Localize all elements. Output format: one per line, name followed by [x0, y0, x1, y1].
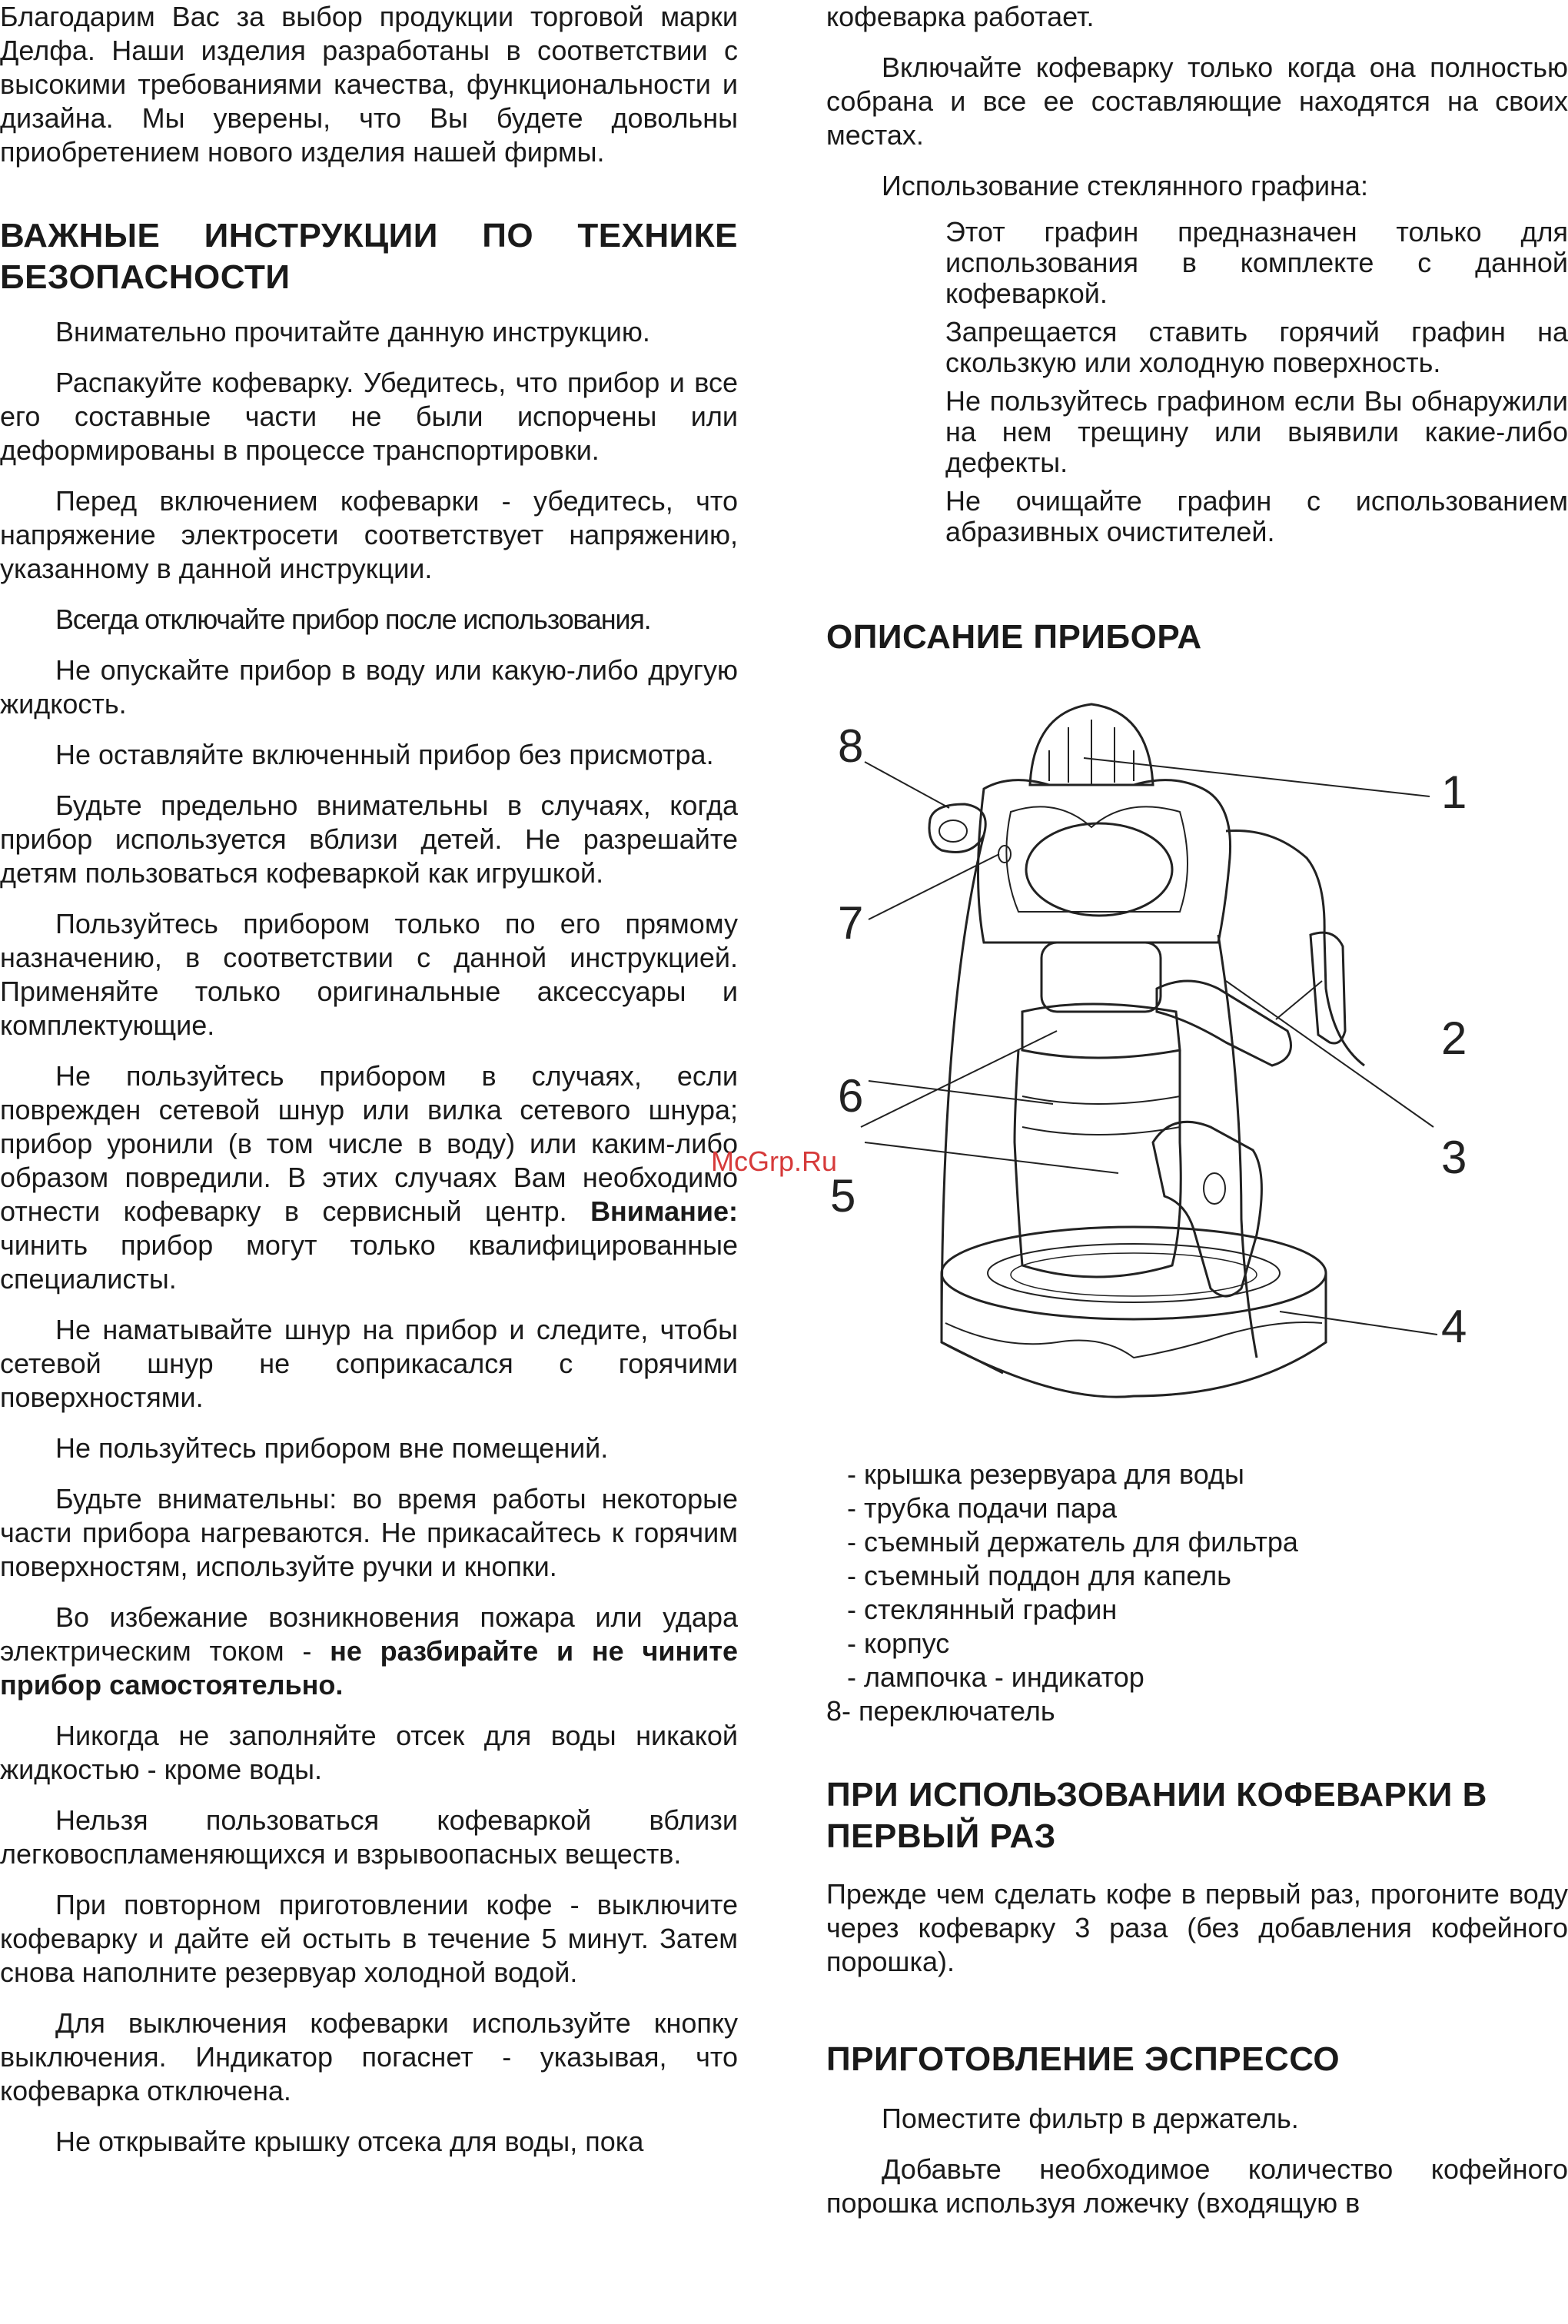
upper-body	[978, 780, 1231, 943]
carafe-rings	[1022, 1096, 1180, 1135]
lid-ribs	[1049, 720, 1134, 784]
safety-p9-warning: Внимание:	[590, 1195, 738, 1227]
callout-3: 3	[1441, 1132, 1467, 1183]
description-heading: ОПИСАНИЕ ПРИБОРА	[826, 618, 1202, 656]
first-use-heading: ПРИ ИСПОЛЬЗОВАНИИ КОФЕВАРКИ В ПЕРВЫЙ РАЗ	[826, 1776, 1487, 1855]
right-column	[826, 0, 1568, 2220]
parts-list-item: - стеклянный графин	[847, 1594, 1118, 1625]
safety-p13-text: Во избежание возникновения пожара или удара электрическим током -	[0, 1601, 738, 1667]
callout-8: 8	[838, 720, 864, 772]
safety-p17: Для выключения кофеварки используйте кнопку выключения. Индикатор погаснет - указывая, что кофеварка отключена.	[0, 2007, 738, 2106]
callout-4: 4	[1441, 1301, 1467, 1352]
coffee-maker-diagram	[826, 681, 1518, 1458]
indicator-lamp	[998, 846, 1011, 863]
safety-p12: Будьте внимательны: во время работы некоторые части прибора нагреваются. Не прикасайтесь к горячим поверхностям, используйте ручки и кнопки.	[0, 1483, 738, 1582]
left-column	[0, 0, 738, 2159]
safety-p16: При повторном приготовлении кофе - выключите кофеварку и дайте ей остыть в течение 5 минут. Затем снова наполните резервуар холодной водой.	[0, 1889, 738, 1988]
safety-p6: Не оставляйте включенный прибор без присмотра.	[55, 739, 714, 770]
assembled-paragraph: Включайте кофеварку только когда она полностью собрана и все ее составляющие находятся на своих местах.	[826, 52, 1568, 151]
safety-p9	[0, 1059, 738, 1296]
continued-text: кофеварка работает.	[826, 1, 1095, 32]
carafe-list	[945, 217, 1568, 547]
safety-heading: ВАЖНЫЕ ИНСТРУКЦИИ ПО ТЕХНИКЕ БЕЗОПАСНОСТИ	[0, 217, 738, 296]
safety-p1: Внимательно прочитайте данную инструкцию.	[55, 316, 650, 347]
switch-knob	[929, 804, 985, 853]
base	[942, 1273, 1326, 1397]
safety-p8: Пользуйтесь прибором только по его прямому назначению, в соответствии с данной инструкцией. Применяйте только оригинальные аксессуары и комплектующие.	[0, 908, 738, 1041]
safety-p9-tail: чинить прибор могут только квалифицированные специалисты.	[0, 1229, 738, 1295]
parts-list-item: - съемный поддон для капель	[847, 1560, 1231, 1591]
callout-7: 7	[838, 897, 864, 949]
parts-list-item: - лампочка - индикатор	[847, 1661, 1144, 1693]
parts-list-item: - крышка резервуара для воды	[847, 1458, 1244, 1490]
parts-list-item: - съемный держатель для фильтра	[847, 1526, 1298, 1558]
group-head	[1041, 943, 1161, 1012]
callout-1: 1	[1441, 766, 1467, 818]
carafe-item: Не очищайте графин с использованием абразивных очистителей.	[945, 485, 1568, 547]
coffee-maker-drawing	[826, 681, 1518, 1458]
safety-p4: Всегда отключайте прибор после использования.	[55, 603, 651, 635]
watermark: McGrp.Ru	[711, 1145, 838, 1177]
steam-nozzle	[1311, 933, 1345, 1043]
safety-p14: Никогда не заполняйте отсек для воды никакой жидкостью - кроме воды.	[0, 1720, 738, 1785]
safety-p11: Не пользуйтесь прибором вне помещений.	[55, 1432, 609, 1464]
safety-p18: Не открывайте крышку отсека для воды, пока	[55, 2126, 644, 2157]
safety-p10: Не наматывайте шнур на прибор и следите, чтобы сетевой шнур не соприкасался с горячими поверхностями.	[0, 1314, 738, 1413]
callout-5: 5	[830, 1170, 856, 1222]
callout-6: 6	[838, 1070, 864, 1122]
parts-list-item: - корпус	[847, 1627, 950, 1659]
safety-p15: Нельзя пользоваться кофеваркой вблизи легковоспламеняющихся и взрывоопасных веществ.	[0, 1804, 738, 1870]
safety-p7: Будьте предельно внимательны в случаях, когда прибор используется вблизи детей. Не разрешайте детям пользоваться кофеваркой как игрушкой.	[0, 790, 738, 889]
espresso-heading: ПРИГОТОВЛЕНИЕ ЭСПРЕССО	[826, 2040, 1340, 2078]
carafe-item: Запрещается ставить горячий графин на скользкую или холодную поверхность.	[945, 316, 1568, 378]
carafe-intro: Использование стеклянного графина:	[882, 170, 1368, 201]
intro-paragraph: Благодарим Вас за выбор продукции торговой марки Делфа. Наши изделия разработаны в соответствии с высокими требованиями качества, функциональности и дизайна. Мы уверены, что Вы будете довольны приобретением нового изделия нашей фирмы.	[0, 1, 738, 168]
carafe-item: Не пользуйтесь графином если Вы обнаружили на нем трещину или выявили какие-либо дефекты.	[945, 385, 1568, 478]
safety-p13-bold: не разбирайте и не чините прибор самостоятельно.	[0, 1635, 738, 1701]
leader-lines	[861, 758, 1437, 1335]
safety-p2: Распакуйте кофеварку. Убедитесь, что прибор и все его составные части не были испорчены или деформированы в процессе транспортировки.	[0, 367, 738, 466]
safety-p3: Перед включением кофеварки - убедитесь, что напряжение электросети соответствует напряжению, указанному в данной инструкции.	[0, 485, 738, 584]
carafe-item: Этот графин предназначен только для использования в комплекте с данной кофеваркой.	[945, 216, 1568, 309]
espresso-p1: Поместите фильтр в держатель.	[882, 2103, 1299, 2134]
safety-p13	[0, 1601, 738, 1702]
parts-list	[826, 1458, 1568, 1728]
first-use-text: Прежде чем сделать кофе в первый раз, прогоните воду через кофеварку 3 раза (без добавления кофейного порошка).	[826, 1878, 1568, 1977]
front-window	[1026, 823, 1172, 916]
parts-list-item: - трубка подачи пара	[847, 1492, 1118, 1524]
safety-p5: Не опускайте прибор в воду или какую-либо другую жидкость.	[0, 654, 738, 720]
safety-p9-text: Не пользуйтесь прибором в случаях, если поврежден сетевой шнур или вилка сетевого шнура; прибор уронили (в том числе в воду) или каким-либо образом повредили. В этих случаях Вам необходимо отнести кофеварку в сервисный центр.	[0, 1060, 738, 1227]
callout-2: 2	[1441, 1012, 1467, 1064]
espresso-p2: Добавьте необходимое количество кофейного порошка используя ложечку (входящую в	[826, 2153, 1568, 2219]
parts-list-item: 8- переключатель	[826, 1695, 1055, 1727]
